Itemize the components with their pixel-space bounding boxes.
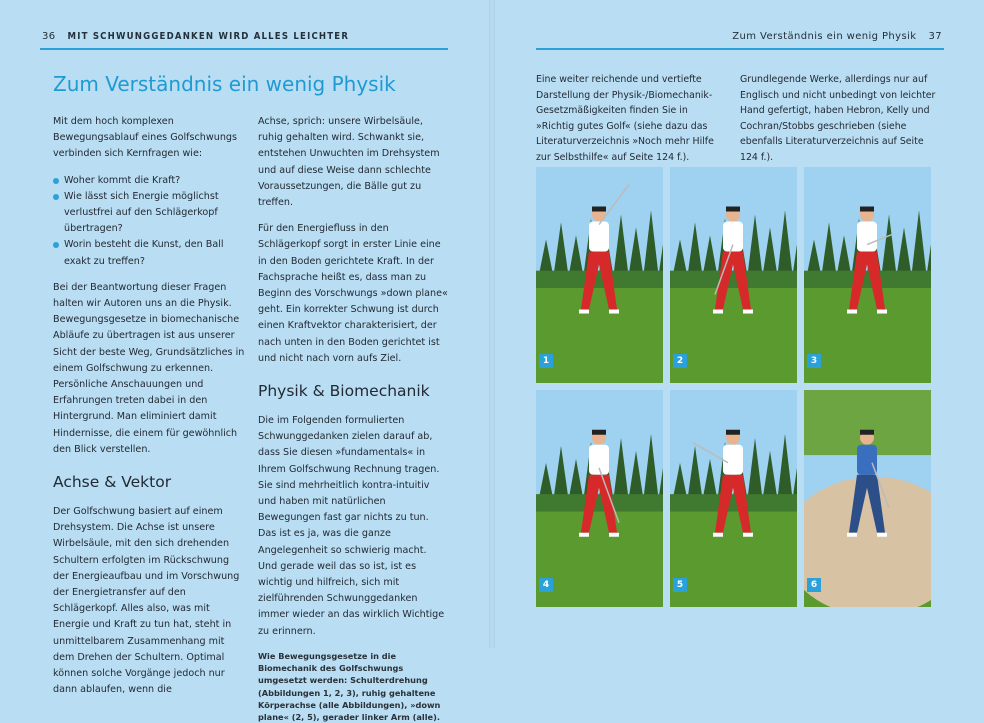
photo-caption: Wie Bewegungsgesetze in die Biomechanik des Golfschwungs umgesetzt werden: Schulterdrehung (Abbildungen 1, 2, 3), ruhig gehaltene Körperachse (alle Abbildungen), »down plane« (2, 5), gerader linker Arm (alle).	[258, 650, 441, 722]
photo-number-badge: 1	[539, 354, 553, 368]
section-heading: Achse & Vektor	[53, 473, 172, 492]
text-column-1	[536, 72, 728, 176]
photo-number-badge: 5	[673, 578, 687, 592]
body-paragraph: Der Golfschwung basiert auf einem Drehsystem. Die Achse ist unsere Wirbelsäule, mit den sich drehenden Schultern erfolgten im Rückschwung der Energieaufbau und im Vorschwung der Energietransfer auf den Schlägerkopf. Alles also, was mit Energie und Kraft zu tun hat, steht in unmittelbarem Zusammenhang mit dem Drehen der Schultern. Optimal können solche Vorgänge jedoch nur dann ablaufen, wenn die	[53, 506, 240, 696]
photo-number-badge: 4	[539, 578, 553, 592]
intro-paragraph: Mit dem hoch komplexen Bewegungsablauf eines Golfschwungs verbinden sich Kernfragen wie:	[53, 116, 237, 160]
photo-4	[536, 390, 663, 607]
body-paragraph: Achse, sprich: unsere Wirbelsäule, ruhig gehalten wird. Schwankt sie, entstehen Unwuchten im Drehsystem und auf diese Weise dann schlechte Voraussetzungen, die Bälle gut zu treffen.	[258, 116, 440, 209]
body-paragraph: Grundlegende Werke, allerdings nur auf Englisch und nicht unbedingt von leichter Hand gefertigt, haben Hebron, Kelly und Cochran/Stobbs geschrieben (siehe ebenfalls Literaturverzeichnis auf Seite 124 f.).	[740, 74, 936, 163]
photo-1	[536, 167, 663, 383]
photo-number-badge: 3	[807, 354, 821, 368]
right-page	[492, 0, 984, 648]
text-column-2	[258, 114, 448, 723]
golfer-bunker-shot-photo	[804, 390, 931, 607]
header-rule	[40, 48, 448, 50]
golfer-downswing-photo	[670, 390, 797, 607]
page-number: 37	[928, 31, 942, 42]
running-head-right	[732, 31, 942, 42]
running-head-left	[42, 31, 349, 42]
photo-5	[670, 390, 797, 607]
running-head-text: MIT SCHWUNGGEDANKEN WIRD ALLES LEICHTER	[67, 31, 350, 42]
question-list	[53, 173, 245, 270]
header-rule	[536, 48, 944, 50]
page-title: Zum Verständnis ein wenig Physik	[53, 72, 396, 96]
list-item: Worin besteht die Kunst, den Ball exakt zu treffen?	[53, 237, 245, 269]
photo-number-badge: 2	[673, 354, 687, 368]
body-paragraph: Für den Energiefluss in den Schlägerkopf sorgt in erster Linie eine in den Boden gerichtete Kraft. In der Fachsprache heißt es, dass man zu Beginn des Vorschwungs »down plane« geht. Ein korrekter Schwung ist durch einen Kraftvektor charakterisiert, der nach unten in den Boden gerichtet ist und nicht nach vorn aufs Ziel.	[258, 223, 448, 364]
body-paragraph: Bei der Beantwortung dieser Fragen halten wir Autoren uns an die Physik. Bewegungsgesetze in biomechanische Abläufe zu übertragen ist aus unserer Sicht der beste Weg, Grundsätzliches in einem Golfschwung zu erkennen. Persönliche Anschauungen und Erfahrungen treten dabei in den Hintergrund. Man eliminiert damit Hindernisse, die einem für gewöhnlich den Blick verstellen.	[53, 281, 245, 455]
photo-number-badge: 6	[807, 578, 821, 592]
list-item: Wie lässt sich Energie möglichst verlustfrei auf den Schlägerkopf übertragen?	[53, 189, 245, 238]
list-item: Woher kommt die Kraft?	[53, 173, 245, 189]
left-page	[0, 0, 492, 722]
photo-3	[804, 167, 931, 383]
section-heading: Physik & Biomechanik	[258, 382, 430, 401]
page-number: 36	[42, 31, 56, 42]
golfer-impact-photo	[804, 167, 931, 383]
golfer-downswing-photo	[536, 390, 663, 607]
body-paragraph: Die im Folgenden formulierten Schwunggedanken zielen darauf ab, dass Sie diesen »fundamentals« in Ihrem Golfschwung Rechnung tragen. Sie sind mehrheitlich kontra-intuitiv und haben mit natürlichen Bewegungen fast gar nichts zu tun. Das ist es ja, was die ganze Angelegenheit so schwierig macht. Und gerade weil das so ist, ist es wichtig und hilfreich, sich mit zielführenden Schwunggedanken immer wieder an das wirklich Wichtige zu erinnern.	[258, 415, 445, 637]
text-column-1	[53, 114, 245, 709]
running-head-text: Zum Verständnis ein wenig Physik	[732, 31, 917, 42]
golfer-backswing-photo	[536, 167, 663, 383]
golfer-downswing-photo	[670, 167, 797, 383]
photo-6	[804, 390, 931, 607]
photo-2	[670, 167, 797, 383]
body-paragraph: Eine weiter reichende und vertiefte Darstellung der Physik-/Biomechanik-Gesetzmäßigkeiten finden Sie in »Richtig gutes Golf« (siehe dazu das Literaturverzeichnis »Noch mehr Hilfe zur Selbsthilfe« auf Seite 124 f.).	[536, 74, 714, 163]
text-column-2	[740, 72, 936, 176]
